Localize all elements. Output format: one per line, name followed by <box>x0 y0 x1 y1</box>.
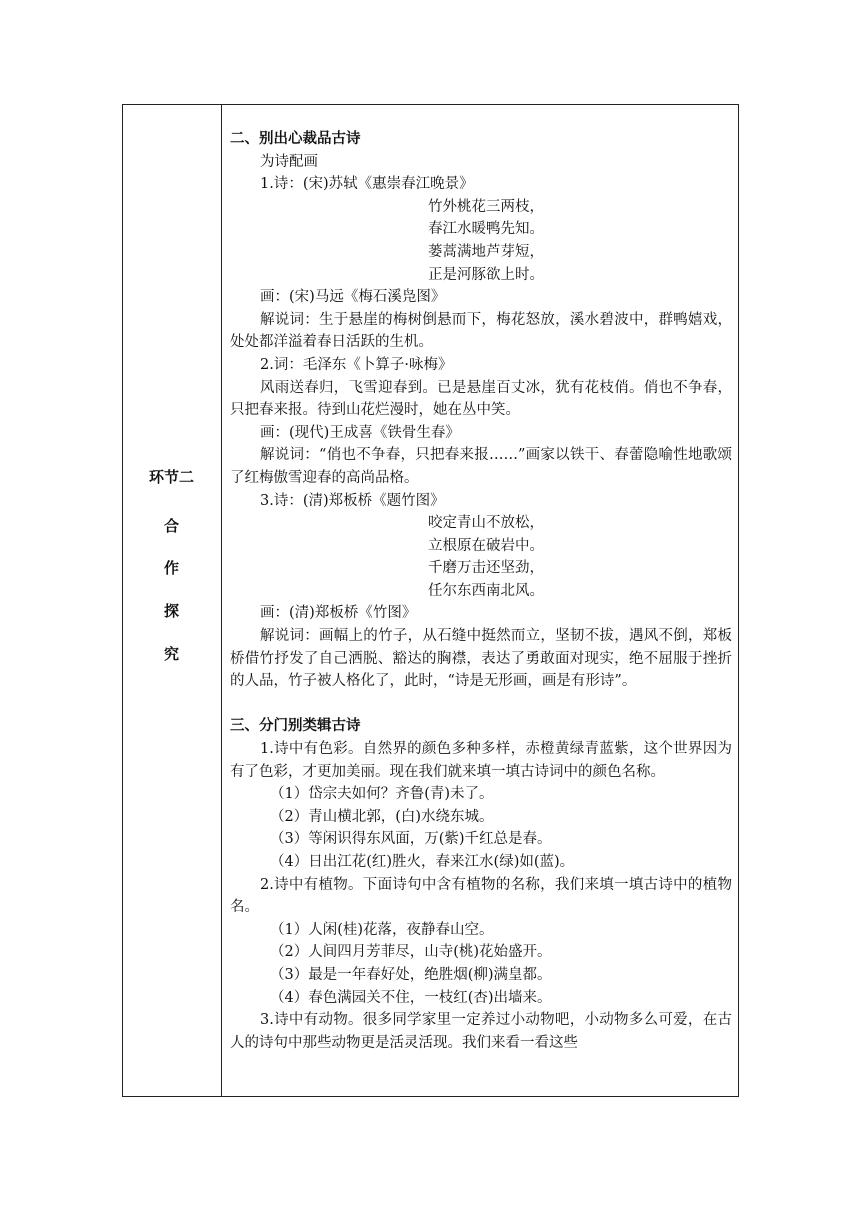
poem3-line: 任尔东西南北风。 <box>428 582 544 599</box>
commentary3: 解说词：画幅上的竹子，从石缝中挺然而立，坚韧不拔，遇风不倒，郑板桥借竹抒发了自己洒脱、豁达的胸襟，表达了勇敢面对现实，绝不屈服于挫折的人品，竹子被人格化了，此时，“诗是无形画，画是有形诗”。 <box>230 628 732 690</box>
ci2-text: 风雨送春归，飞雪迎春到。已是悬崖百丈冰，犹有花枝俏。俏也不争春，只把春来报。待到山花烂漫时，她在丛中笑。 <box>230 379 732 419</box>
painting3-caption: 画：(清)郑板桥《竹图》 <box>260 605 417 622</box>
animals-intro: 3.诗中有动物。很多同学家里一定养过小动物吧，小动物多么可爱，在古人的诗句中那些动物更是活灵活现。我们来看一看这些 <box>230 1012 732 1051</box>
item2-title: 2.词：毛泽东《卜算子·咏梅》 <box>260 356 453 373</box>
commentary2: 解说词：“俏也不争春，只把春来报……”画家以铁干、春蕾隐喻性地歌颂了红梅傲雪迎春的高尚品格。 <box>230 447 732 486</box>
color-item: （4）日出江花(红)胜火，春来江水(绿)如(蓝)。 <box>270 854 575 870</box>
poem1-line: 蒌蒿满地芦芽短， <box>428 243 544 260</box>
plants-intro: 2.诗中有植物。下面诗句中含有植物的名称，我们来填一填古诗中的植物名。 <box>230 876 732 916</box>
colors-intro: 1.诗中有色彩。自然界的颜色多种多样，赤橙黄绿青蓝紫，这个世界因为有了色彩，才更加美丽。现在我们就来填一填古诗词中的颜色名称。 <box>230 741 732 780</box>
part3-heading: 三、分门别类辑古诗 <box>230 718 361 735</box>
plant-item: （2）人间四月芳菲尽，山寺(桃)花始盛开。 <box>270 944 552 961</box>
plant-item: （1）人闲(桂)花落，夜静春山空。 <box>270 921 494 938</box>
lesson-content <box>230 128 732 1054</box>
poem1-line: 竹外桃花三两枝， <box>428 198 544 215</box>
section-label-char-1: 合 <box>163 517 179 535</box>
color-item: （2）青山横北郭，(白)水绕东城。 <box>270 808 494 825</box>
part2-heading: 二、别出心裁品古诗 <box>230 131 361 147</box>
poem3-line: 立根原在破岩中。 <box>428 537 544 554</box>
column-divider <box>221 104 222 1097</box>
item1-title: 1.诗：(宋)苏轼《惠崇春江晚景》 <box>260 176 474 193</box>
poem1-line: 正是河豚欲上时。 <box>428 266 544 283</box>
plant-item: （3）最是一年春好处，绝胜烟(柳)满皇都。 <box>270 966 552 983</box>
poem3-line: 千磨万击还坚劲， <box>428 560 544 577</box>
item3-title: 3.诗：(清)郑板桥《题竹图》 <box>260 492 445 509</box>
poem3-line: 咬定青山不放松， <box>428 515 544 532</box>
section-label-char-2: 作 <box>163 559 179 577</box>
painting1-caption: 画：(宋)马远《梅石溪凫图》 <box>260 289 446 306</box>
color-item: （1）岱宗夫如何？齐鲁(青)未了。 <box>270 786 494 803</box>
section-label-char-4: 究 <box>163 645 179 663</box>
section-label-char-3: 探 <box>163 602 179 620</box>
plant-item: （4）春色满园关不住，一枝红(杏)出墙来。 <box>270 989 552 1006</box>
section-label-stage: 环节二 <box>148 468 194 486</box>
spacer <box>230 693 732 716</box>
poem1-line: 春江水暖鸭先知。 <box>428 221 544 238</box>
section-label-column <box>122 104 221 1097</box>
commentary1: 解说词：生于悬崖的梅树倒悬而下，梅花怒放，溪水碧波中，群鸭嬉戏，处处都洋溢着春日活跃的生机。 <box>230 311 732 351</box>
part2-subheading: 为诗配画 <box>260 153 318 170</box>
painting2-caption: 画：(现代)王成喜《铁骨生春》 <box>260 424 460 441</box>
color-item: （3）等闲识得东风面，万(紫)千红总是春。 <box>270 831 552 848</box>
